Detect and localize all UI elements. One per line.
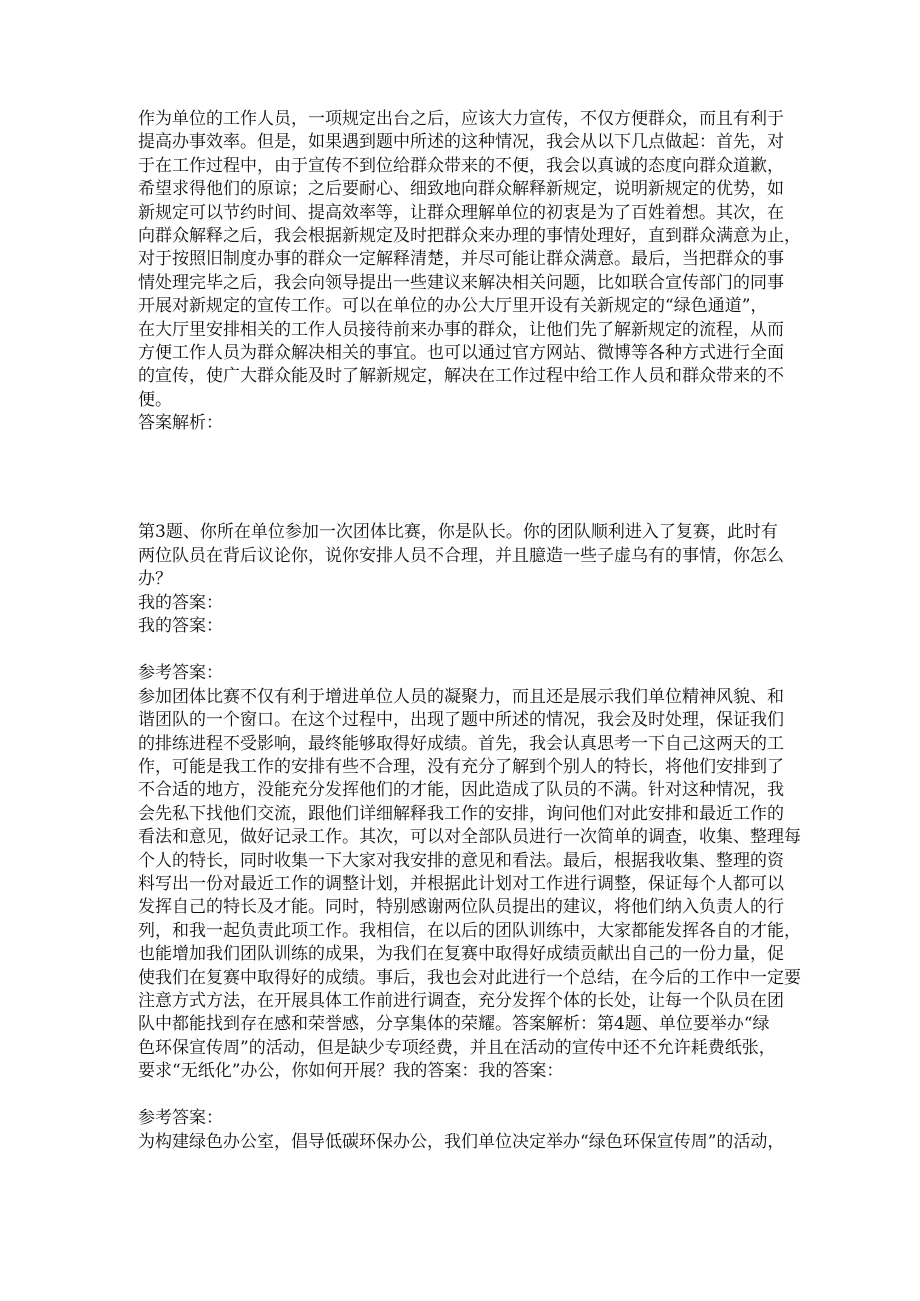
text-line: 色环保宣传周”的活动，但是缺少专项经费，并且在活动的宣传中还不允许耗费纸张，: [138, 1037, 776, 1058]
text-line: 队中都能找到存在感和荣誉感，分享集体的荣耀。答案解析：第4题、单位要举办“绿: [138, 1014, 770, 1035]
text-line: 也能增加我们团队训练的成果，为我们在复赛中取得好成绩贡献出自己的一份力量，促: [138, 944, 784, 965]
text-line: 新规定可以节约时间、提高效率等，让群众理解单位的初衷是为了百姓着想。其次，在: [138, 202, 784, 223]
text-line: 料写出一份对最近工作的调整计划，并根据此计划对工作进行调整，保证每个人都可以: [138, 873, 784, 894]
text-line: 对于按照旧制度办事的群众一定解释清楚，并尽可能让群众满意。最后，当把群众的事: [138, 249, 784, 270]
text-line: 便。: [138, 389, 172, 410]
text-line: 的排练进程不受影响，最终能够取得好成绩。首先，我会认真思考一下自己这两天的工: [138, 733, 784, 754]
text-line: 在大厅里安排相关的工作人员接待前来办事的群众，让他们先了解新规定的流程，从而: [138, 319, 784, 340]
reference-answer-3: [138, 662, 800, 1083]
my-answer-label: 我的答案：: [138, 616, 223, 637]
text-line: 于在工作过程中，由于宣传不到位给群众带来的不便，我会以真诚的态度向群众道歉，: [138, 155, 784, 176]
text-line: 为构建绿色办公室，倡导低碳环保办公，我们单位决定举办“绿色环保宣传周”的活动，: [138, 1131, 785, 1152]
text-line: 谐团队的一个窗口。在这个过程中，出现了题中所述的情况，我会及时处理，保证我们: [138, 710, 784, 731]
text-line: 情处理完毕之后，我会向领导提出一些建议来解决相关问题，比如联合宣传部门的同事: [138, 272, 784, 293]
text-line: 参加团体比赛不仅有利于增进单位人员的凝聚力，而且还是展示我们单位精神风貌、和: [138, 686, 784, 707]
text-line: 会先私下找他们交流，跟他们详细解释我工作的安排，询问他们对此安排和最近工作的: [138, 803, 784, 824]
spacer: [138, 1083, 800, 1107]
question-line: 办？: [138, 569, 172, 590]
text-line: 看法和意见，做好记录工作。其次，可以对全部队员进行一次简单的调查，收集、整理每: [138, 827, 801, 848]
text-line: 开展对新规定的宣传工作。可以在单位的办公大厅里开设有关新规定的“绿色通道”，: [138, 296, 768, 317]
question-3: [138, 521, 800, 638]
text-line: 要求“无纸化”办公，你如何开展？我的答案：我的答案：: [138, 1061, 564, 1082]
document-page: [138, 108, 800, 1154]
text-line: 向群众解释之后，我会根据新规定及时把群众来办理的事情处理好，直到群众满意为止，: [138, 225, 801, 246]
text-line: 不合适的地方，没能充分发挥他们的才能，因此造成了队员的不满。针对这种情况，我: [138, 780, 784, 801]
reference-answer-4: [138, 1107, 800, 1154]
spacer: [138, 435, 800, 521]
reference-answer-label: 参考答案：: [138, 663, 223, 684]
reference-answer-label: 参考答案：: [138, 1108, 223, 1129]
text-line: 使我们在复赛中取得好的成绩。事后，我也会对此进行一个总结，在今后的工作中一定要: [138, 967, 801, 988]
question-line: 两位队员在背后议论你，说你安排人员不合理，并且臆造一些子虚乌有的事情，你怎么: [138, 545, 784, 566]
text-line: 发挥自己的特长及才能。同时，特别感谢两位队员提出的建议，将他们纳入负责人的行: [138, 897, 784, 918]
analysis-label: 答案解析：: [138, 413, 223, 434]
question-line: 第3题、你所在单位参加一次团体比赛，你是队长。你的团队顺利进入了复赛，此时有: [138, 522, 778, 543]
spacer: [138, 638, 800, 662]
text-line: 注意方式方法，在开展具体工作前进行调查，充分发挥个体的长处，让每一个队员在团: [138, 990, 784, 1011]
text-line: 个人的特长，同时收集一下大家对我安排的意见和看法。最后，根据我收集、整理的资: [138, 850, 784, 871]
text-line: 的宣传，使广大群众能及时了解新规定，解决在工作过程中给工作人员和群众带来的不: [138, 366, 784, 387]
text-line: 方便工作人员为群众解决相关的事宜。也可以通过官方网站、微博等各种方式进行全面: [138, 342, 784, 363]
text-line: 作，可能是我工作的安排有些不合理，没有充分了解到个别人的特长，将他们安排到了: [138, 756, 784, 777]
text-line: 列，和我一起负责此项工作。我相信，在以后的团队训练中，大家都能发挥各自的才能，: [138, 920, 801, 941]
answer-text-section-1: [138, 108, 800, 435]
text-line: 希望求得他们的原谅；之后要耐心、细致地向群众解释新规定，说明新规定的优势，如: [138, 179, 784, 200]
text-line: 提高办事效率。但是，如果遇到题中所述的这种情况，我会从以下几点做起：首先，对: [138, 132, 784, 153]
my-answer-label: 我的答案：: [138, 592, 223, 613]
text-line: 作为单位的工作人员，一项规定出台之后，应该大力宣传，不仅方便群众，而且有利于: [138, 109, 784, 129]
